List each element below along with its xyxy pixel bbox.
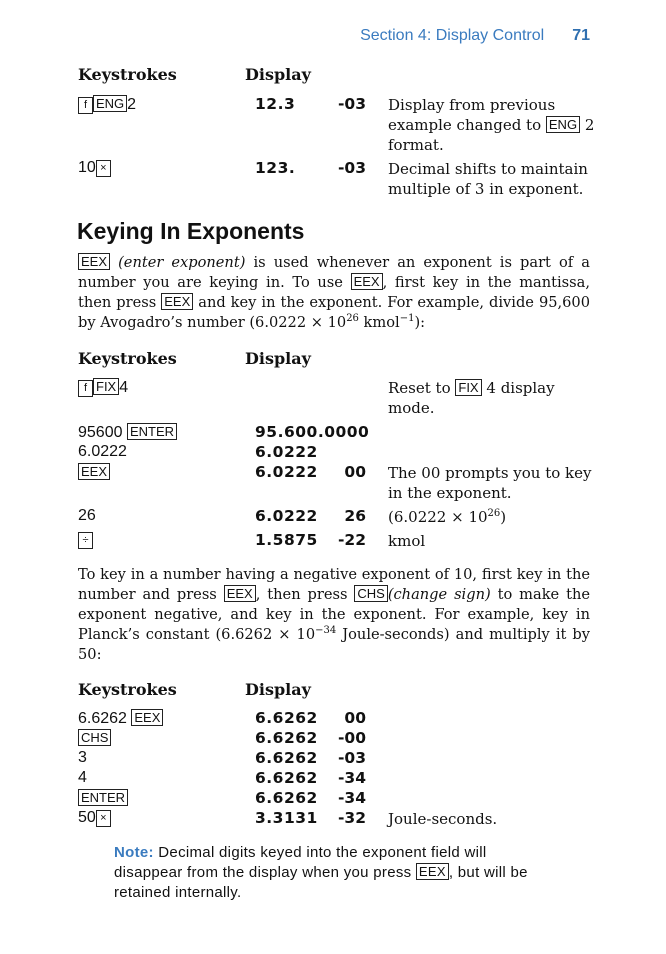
display-exponent: -32 bbox=[337, 809, 366, 827]
keystrokes: 95600 ENTER bbox=[78, 423, 177, 442]
keystrokes: f FIX 4 bbox=[78, 378, 128, 397]
keystrokes: 10 × bbox=[78, 159, 111, 177]
display-exponent: 00 bbox=[344, 463, 366, 481]
display-exponent: 26 bbox=[344, 507, 366, 525]
keystrokes bbox=[78, 729, 111, 748]
display-exponent: -03 bbox=[337, 749, 366, 767]
eex-key: EEX bbox=[416, 863, 449, 880]
page-number: 71 bbox=[572, 27, 590, 44]
table-row bbox=[78, 789, 598, 809]
display-exponent: -22 bbox=[337, 531, 366, 549]
keystrokes bbox=[78, 463, 110, 482]
eex-key: EEX bbox=[78, 463, 110, 480]
keystrokes: 3 bbox=[78, 749, 87, 766]
chs-key: CHS bbox=[78, 729, 111, 746]
display-header-3: Display bbox=[245, 680, 311, 699]
eex-key: EEX bbox=[161, 293, 193, 310]
display-mantissa: 3.3131 bbox=[255, 809, 318, 827]
divide-key: ÷ bbox=[78, 532, 93, 549]
display-mantissa: 6.6262 bbox=[255, 729, 318, 747]
display-mantissa: 6.6262 bbox=[255, 789, 318, 807]
table-row bbox=[78, 507, 598, 527]
comment: Reset to FIX 4 display mode. bbox=[388, 379, 555, 417]
display-header-2: Display bbox=[245, 349, 311, 368]
display-exponent: -00 bbox=[337, 729, 366, 747]
display-mantissa: 6.6262 bbox=[255, 749, 318, 767]
display-mantissa: 12.3 bbox=[255, 95, 296, 113]
keystrokes-header-2: Keystrokes bbox=[78, 349, 177, 368]
display-header-1: Display bbox=[245, 65, 311, 84]
keystrokes: 4 bbox=[78, 769, 87, 786]
display-mantissa: 6.0222 bbox=[255, 507, 318, 525]
multiply-key: × bbox=[96, 810, 111, 827]
keystrokes-header-1: Keystrokes bbox=[78, 65, 177, 84]
comment: $(6.0222 \times 10^{26})$ bbox=[388, 508, 507, 526]
eex-key: EEX bbox=[351, 273, 383, 290]
enter-key: ENTER bbox=[78, 789, 128, 806]
paragraph-enter-exponent: EEX (enter exponent) is used whenever an exponent is part of a number you are keying in. To use EEX , first key in the mantissa, then press EEX and key in the exponent. For example, divide 95,600 by Avogadro’s number ($6.0222 \times 10^{26}$ kmol$^{-1}$): bbox=[78, 254, 591, 331]
eex-key: EEX bbox=[78, 253, 110, 270]
display-mantissa: 6.6262 bbox=[255, 769, 318, 787]
f-key: f bbox=[78, 380, 93, 397]
table-row bbox=[78, 378, 598, 417]
chs-key: CHS bbox=[354, 585, 387, 602]
keystrokes: f ENG 2 bbox=[78, 95, 136, 114]
table-row bbox=[78, 809, 598, 829]
section-heading: Keying In Exponents bbox=[77, 218, 305, 244]
display-exponent: -03 bbox=[337, 95, 366, 113]
enter-key: ENTER bbox=[127, 423, 177, 440]
keystrokes-header-3: Keystrokes bbox=[78, 680, 177, 699]
multiply-key: × bbox=[96, 160, 111, 177]
keystrokes bbox=[78, 789, 128, 808]
comment: Joule-seconds. bbox=[388, 810, 498, 828]
table-row bbox=[78, 443, 598, 463]
display-exponent: 00 bbox=[344, 709, 366, 727]
display-mantissa: 95.600.0000 bbox=[255, 423, 370, 441]
table-row bbox=[78, 95, 598, 154]
keystrokes: 6.6262 EEX bbox=[78, 709, 163, 728]
table-row bbox=[78, 769, 598, 789]
display-mantissa: 123. bbox=[255, 159, 296, 177]
comment: Decimal shifts to maintain multiple of 3 in exponent. bbox=[388, 160, 588, 198]
display-mantissa: 6.0222 bbox=[255, 463, 318, 481]
fix-key: FIX bbox=[455, 379, 481, 396]
table-row bbox=[78, 729, 598, 749]
page-header bbox=[360, 27, 590, 45]
note-label: Note: bbox=[114, 844, 154, 861]
comment: kmol bbox=[388, 532, 426, 550]
eng-key: ENG bbox=[93, 95, 127, 112]
fix-key: FIX bbox=[93, 378, 119, 395]
table-row bbox=[78, 749, 598, 769]
keystrokes: 50 × bbox=[78, 809, 111, 827]
display-mantissa: 6.6262 bbox=[255, 709, 318, 727]
table-row bbox=[78, 709, 598, 729]
keystrokes: 6.0222 bbox=[78, 443, 127, 460]
f-key: f bbox=[78, 97, 93, 114]
display-exponent: -03 bbox=[337, 159, 366, 177]
table-row bbox=[78, 423, 598, 443]
keystrokes: 26 bbox=[78, 507, 96, 524]
table-row bbox=[78, 159, 598, 198]
eng-key: ENG bbox=[546, 116, 580, 133]
display-exponent: -34 bbox=[337, 789, 366, 807]
eex-key: EEX bbox=[224, 585, 256, 602]
comment: The 00 prompts you to key in the exponent. bbox=[388, 464, 592, 502]
paragraph-negative-exponent: To key in a number having a negative exponent of 10, first key in the number and press EEX , then press CHS (change sign) to make the exponent negative, and key in the exponent. For example, key in Planck’s constant ($6.6262 \times 10^{-34}$ Joule-seconds) and multiply it by 50: bbox=[78, 566, 590, 663]
note: Note: Decimal digits keyed into the exponent field will disappear from the display when you press EEX , but will be retained internally. bbox=[114, 844, 528, 901]
keystrokes bbox=[78, 531, 93, 549]
table-row bbox=[78, 531, 598, 551]
display-mantissa: 1.5875 bbox=[255, 531, 318, 549]
comment: Display from previous example changed to ENG 2 format. bbox=[388, 96, 595, 154]
eex-key: EEX bbox=[131, 709, 163, 726]
display-exponent: -34 bbox=[337, 769, 366, 787]
table-row bbox=[78, 463, 598, 502]
section-title: Section 4: Display Control bbox=[360, 27, 545, 44]
display-mantissa: 6.0222 bbox=[255, 443, 318, 461]
